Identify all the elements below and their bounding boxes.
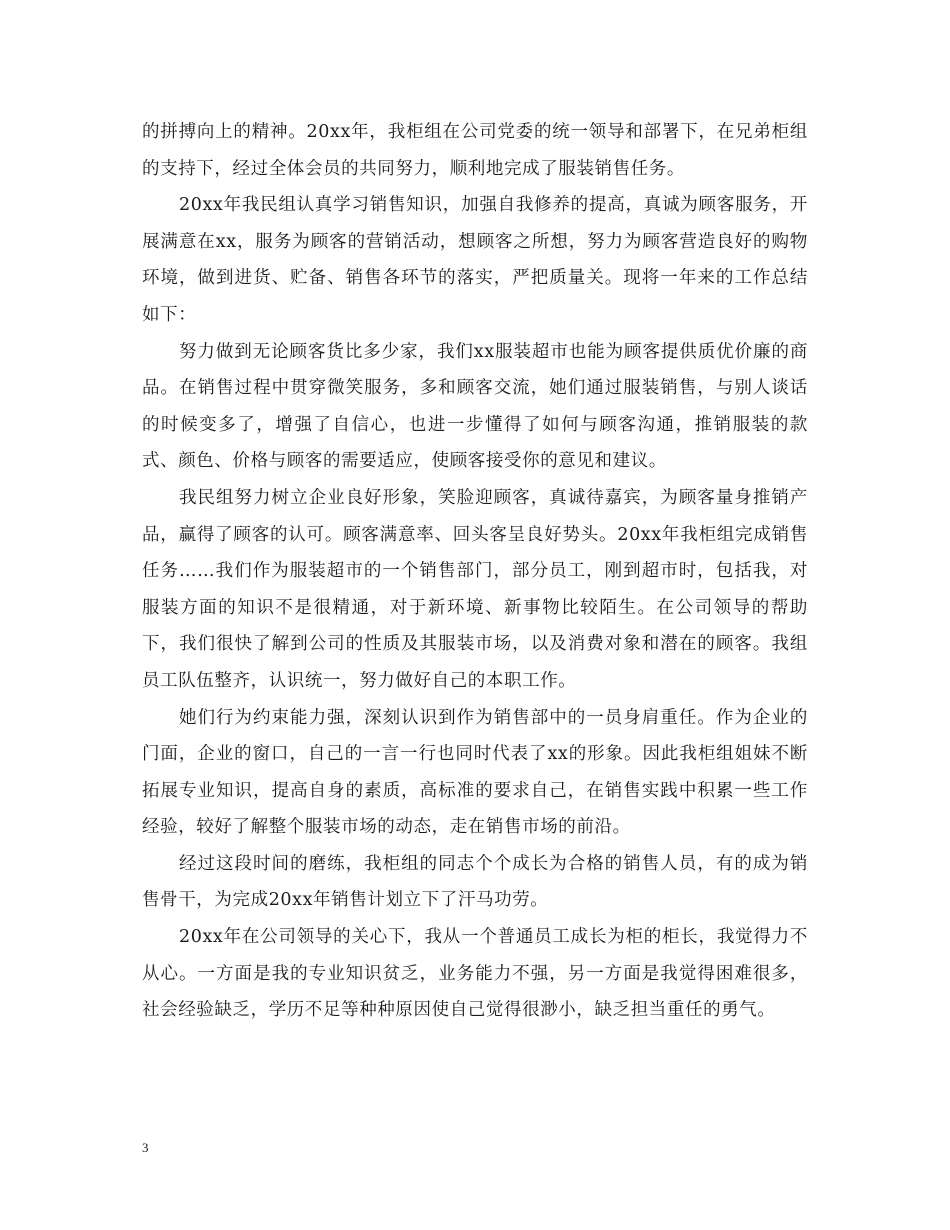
paragraph: 经过这段时间的磨练，我柜组的同志个个成长为合格的销售人员，有的成为销售骨干，为完成20xx年销售计划立下了汗马功劳。 (142, 853, 808, 911)
paragraph: 努力做到无论顾客货比多少家，我们xx服装超市也能为顾客提供质优价廉的商品。在销售过程中贯穿微笑服务，多和顾客交流，她们通过服装销售，与别人谈话的时候变多了，增强了自信心，也进一步懂得了如何与顾客沟通，推销服装的款式、颜色、价格与顾客的需要适应，使顾客接受你的意见和建议。 (142, 341, 808, 472)
paragraph: 20xx年我民组认真学习销售知识，加强自我修养的提高，真诚为顾客服务，开展满意在xx，服务为顾客的营销活动，想顾客之所想，努力为顾客营造良好的购物环境，做到进货、贮备、销售各环节的落实，严把质量关。现将一年来的工作总结如下： (142, 195, 808, 325)
page-number: 3 (142, 1140, 149, 1155)
paragraph-continuation: 的拼搏向上的精神。20xx年，我柜组在公司党委的统一领导和部署下，在兄弟柜组的支持下，经过全体会员的共同努力，顺利地完成了服装销售任务。 (142, 122, 808, 179)
paragraph: 我民组努力树立企业良好形象，笑脸迎顾客，真诚待嘉宾，为顾客量身推销产品，赢得了顾客的认可。顾客满意率、回头客呈良好势头。20xx年我柜组完成销售任务……我们作为服装超市的一个销售部门，部分员工，刚到超市时，包括我，对服装方面的知识不是很精通，对于新环境、新事物比较陌生。在公司领导的帮助下，我们很快了解到公司的性质及其服装市场，以及消费对象和潜在的顾客。我组员工队伍整齐，认识统一，努力做好自己的本职工作。 (142, 487, 808, 691)
paragraph: 她们行为约束能力强，深刻认识到作为销售部中的一员身肩重任。作为企业的门面，企业的窗口，自己的一言一行也同时代表了xx的形象。因此我柜组姐妹不断拓展专业知识，提高自身的素质，高标准的要求自己，在销售实践中积累一些工作经验，较好了解整个服装市场的动态，走在销售市场的前沿。 (142, 707, 808, 838)
paragraph: 20xx年在公司领导的关心下，我从一个普通员工成长为柜的柜长，我觉得力不从心。一方面是我的专业知识贫乏，业务能力不强，另一方面是我觉得困难很多，社会经验缺乏，学历不足等种种原因使自己觉得很渺小，缺乏担当重任的勇气。 (142, 927, 808, 1021)
document-body (142, 114, 808, 1029)
